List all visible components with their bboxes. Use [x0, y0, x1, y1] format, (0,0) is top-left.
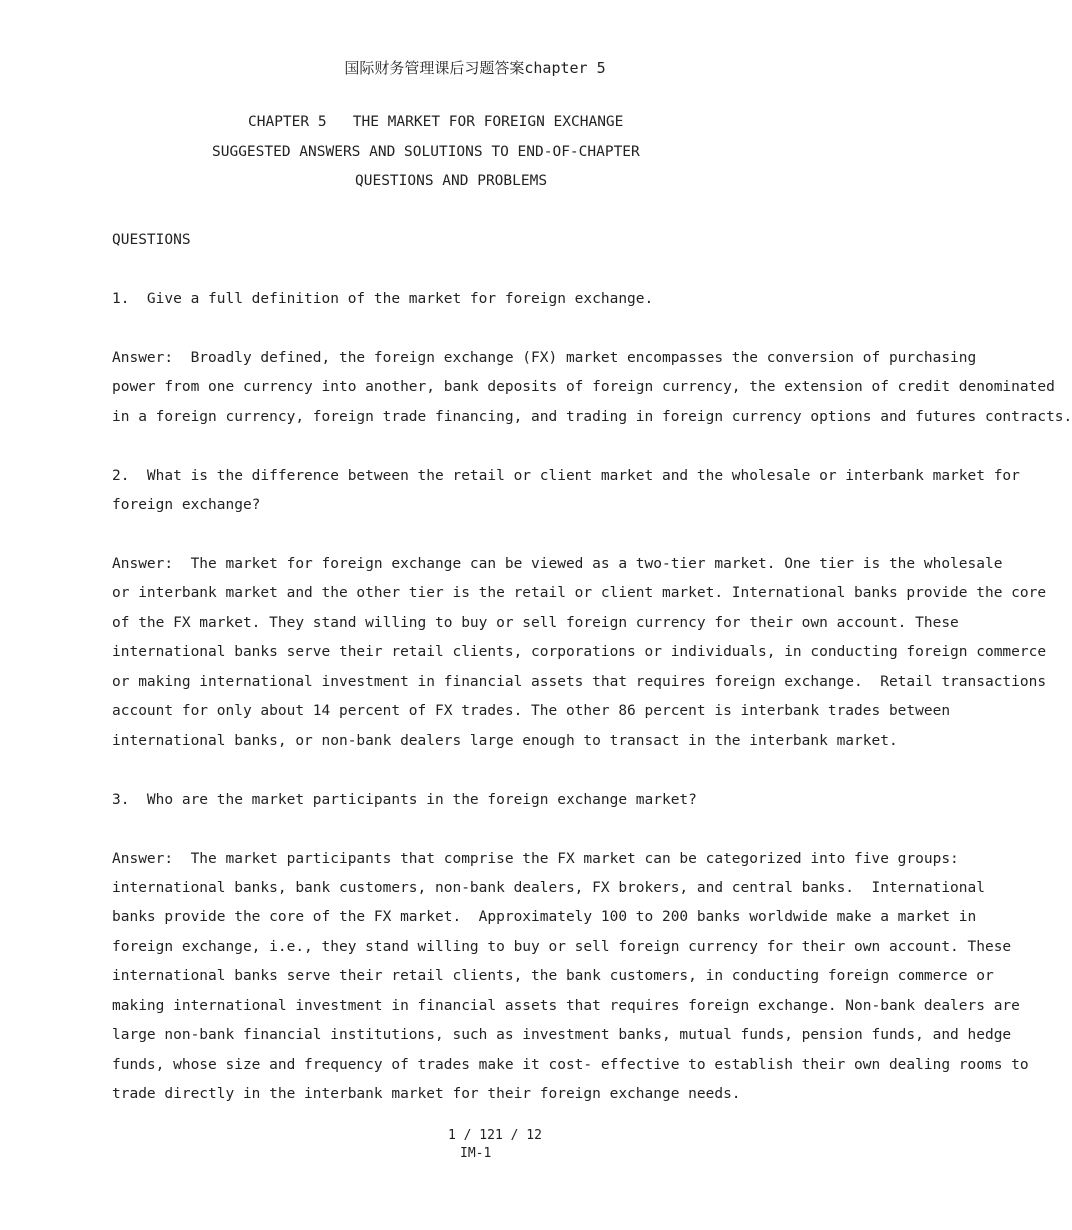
answer-3-line: international banks serve their retail clients, the bank customers, in conducting foreign commerce or	[112, 968, 994, 984]
answer-3-line: making international investment in financial assets that requires foreign exchange. Non-bank dealers are	[112, 998, 1020, 1014]
answer-1-line: power from one currency into another, bank deposits of foreign currency, the extension of credit denominated	[112, 379, 1055, 395]
answer-1-line: in a foreign currency, foreign trade financing, and trading in foreign currency options and futures contracts.	[112, 409, 1072, 425]
question-2-line: foreign exchange?	[112, 497, 261, 513]
answer-1-line: Answer: Broadly defined, the foreign exchange (FX) market encompasses the conversion of purchasing	[112, 350, 977, 366]
answer-3-line: large non-bank financial institutions, such as investment banks, mutual funds, pension funds, and hedge	[112, 1027, 1012, 1043]
answer-2-line: account for only about 14 percent of FX trades. The other 86 percent is interbank trades between	[112, 703, 951, 719]
question-1: 1. Give a full definition of the market for foreign exchange.	[112, 291, 654, 307]
chapter-subtitle-line-2: QUESTIONS AND PROBLEMS	[355, 173, 548, 189]
answer-3-line: foreign exchange, i.e., they stand willing to buy or sell foreign currency for their own account. These	[112, 939, 1012, 955]
answer-3-line: funds, whose size and frequency of trades make it cost- effective to establish their own dealing rooms to	[112, 1057, 1029, 1073]
section-heading-questions: QUESTIONS	[112, 232, 191, 248]
answer-3-line: trade directly in the interbank market for their foreign exchange needs.	[112, 1086, 741, 1102]
answer-2-line: or interbank market and the other tier is the retail or client market. International banks provide the core	[112, 585, 1047, 601]
question-3: 3. Who are the market participants in the foreign exchange market?	[112, 792, 697, 808]
page-number: 1 / 121 / 12	[448, 1128, 542, 1143]
answer-2-line: international banks serve their retail clients, corporations or individuals, in conducting foreign commerce	[112, 644, 1047, 660]
answer-3-line: banks provide the core of the FX market. Approximately 100 to 200 banks worldwide make a market in	[112, 909, 977, 925]
document-title: 国际财务管理课后习题答案chapter 5	[344, 59, 606, 77]
answer-2-line: Answer: The market for foreign exchange can be viewed as a two-tier market. One tier is the wholesale	[112, 556, 1003, 572]
answer-2-line: international banks, or non-bank dealers large enough to transact in the interbank market.	[112, 733, 898, 749]
answer-2-line: or making international investment in financial assets that requires foreign exchange. Retail transactions	[112, 674, 1047, 690]
chapter-title: CHAPTER 5 THE MARKET FOR FOREIGN EXCHANGE	[248, 114, 624, 130]
answer-3-line: Answer: The market participants that comprise the FX market can be categorized into five groups:	[112, 851, 959, 867]
question-2-line: 2. What is the difference between the retail or client market and the wholesale or interbank market for	[112, 468, 1020, 484]
im-page-label: IM-1	[460, 1146, 492, 1161]
answer-3-line: international banks, bank customers, non-bank dealers, FX brokers, and central banks. International	[112, 880, 985, 896]
answer-2-line: of the FX market. They stand willing to buy or sell foreign currency for their own account. These	[112, 615, 959, 631]
chapter-subtitle-line-1: SUGGESTED ANSWERS AND SOLUTIONS TO END-OF-CHAPTER	[212, 144, 640, 160]
